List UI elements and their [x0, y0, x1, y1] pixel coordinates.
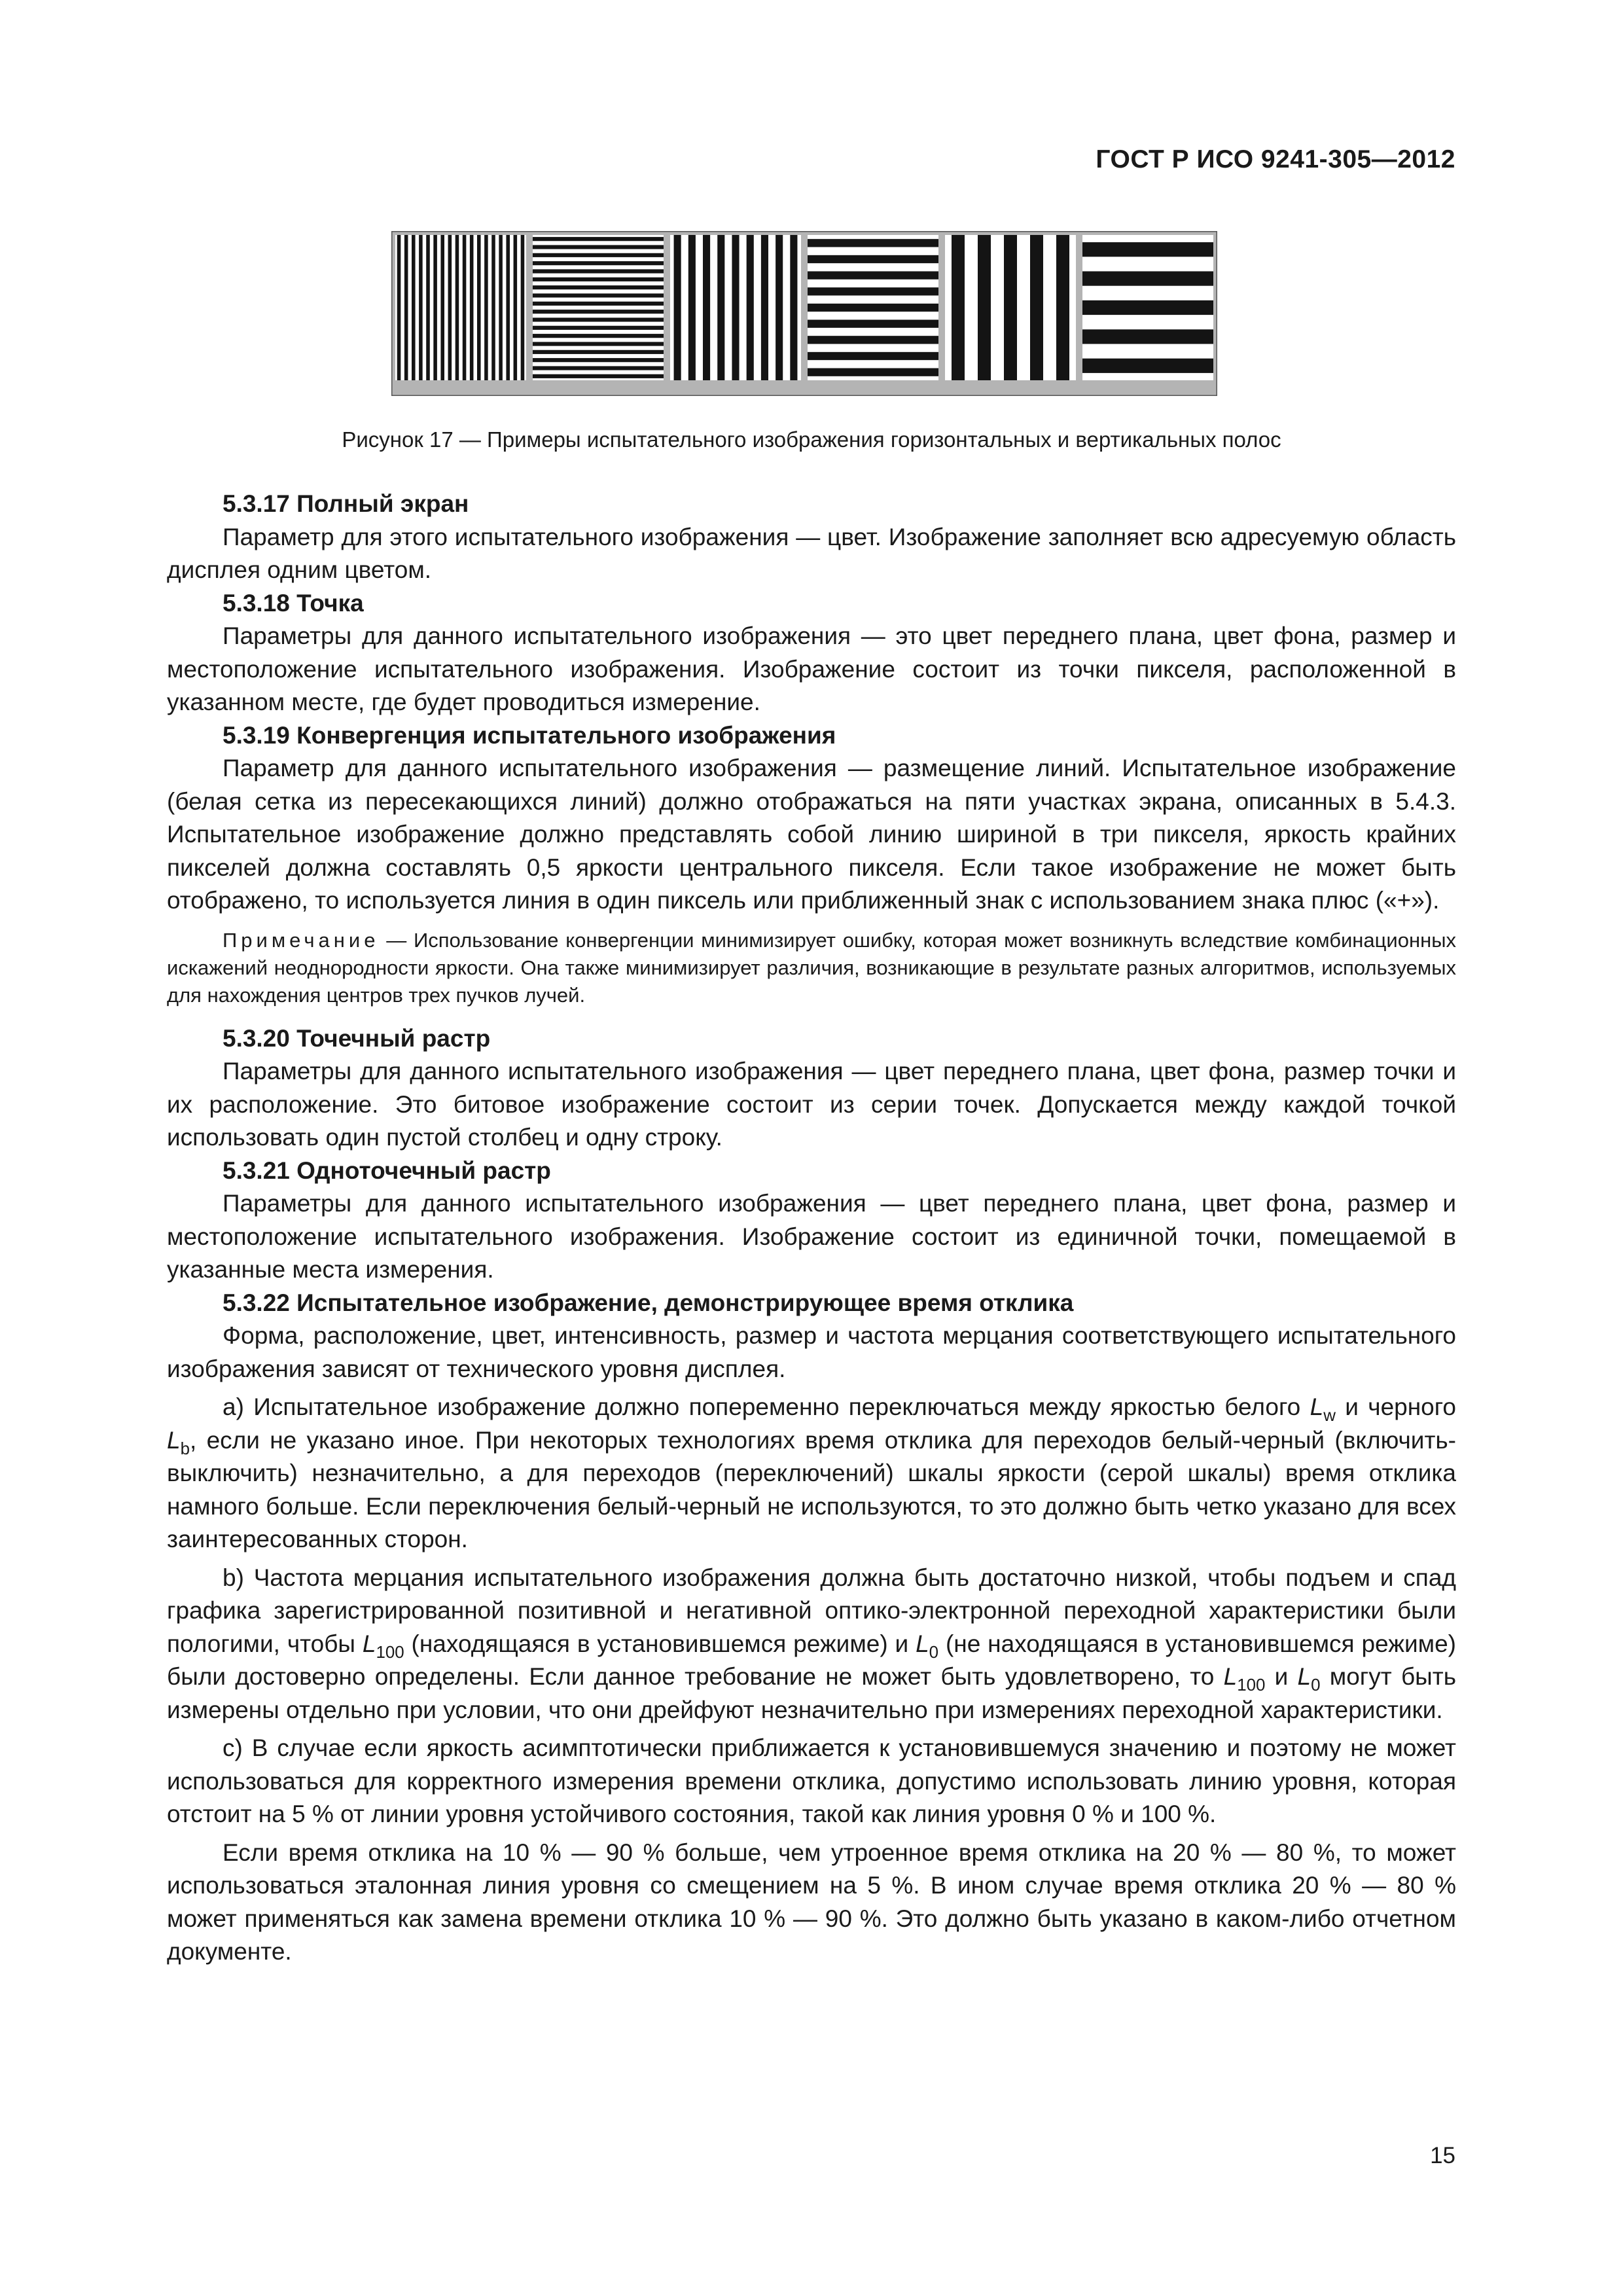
stripe-patterns-image — [391, 231, 1217, 396]
stripe — [448, 235, 452, 380]
stripe — [1056, 235, 1069, 380]
stripe — [688, 235, 696, 380]
stripe — [533, 366, 664, 370]
stripe — [533, 334, 664, 338]
stripe-panel-horizontal — [1082, 235, 1213, 380]
paragraph-5-3-20: Параметры для данного испытательного изображения — цвет переднего плана, цвет фона, размер точки и их расположение. Это битовое изображение состоит из серии точек. Допускается между каждой точкой использовать один пустой столбец и одну строку. — [167, 1058, 1456, 1151]
stripe — [1030, 235, 1043, 380]
stripe — [499, 235, 503, 380]
heading-5-3-20: 5.3.20 Точечный растр — [223, 1024, 491, 1052]
stripe — [484, 235, 488, 380]
stripe-panel-horizontal — [533, 235, 664, 380]
stripe — [533, 374, 664, 378]
paragraph-5-3-21: Параметры для данного испытательного изображения — цвет переднего плана, цвет фона, размер и местоположение испытательного изображения. Изображение состоит из единичной точки, помещаемой в указанные места измерения. — [167, 1190, 1456, 1283]
stripe — [533, 358, 664, 362]
stripe — [533, 342, 664, 346]
stripe — [776, 235, 783, 380]
stripe — [533, 253, 664, 257]
paragraph-5-3-22-d: Если время отклика на 10 % — 90 % больше, чем утроенное время отклика на 20 % — 80 %, то может использоваться эталонная линия уровня со смещением на 5 %. В ином случае время отклика 20 % — 80 % может применяться как замена времени отклика 10 % — 90 %. Это должно быть указано в каком-либо отчетном документе. — [167, 1839, 1456, 1965]
stripe — [808, 287, 938, 295]
stripe — [808, 320, 938, 328]
document-body — [167, 488, 1456, 1969]
stripe — [1082, 329, 1213, 344]
stripe — [703, 235, 710, 380]
document-header: ГОСТ Р ИСО 9241-305—2012 — [1096, 145, 1455, 173]
stripe — [808, 272, 938, 279]
stripe — [533, 245, 664, 249]
stripe — [514, 235, 518, 380]
stripe — [1082, 242, 1213, 257]
stripe — [808, 336, 938, 344]
stripe — [1004, 235, 1017, 380]
paragraph-5-3-22-a: a) Испытательное изображение должно попеременно переключаться между яркостью белого $L_w$ и черного $L_b$, если не указано иное. При некоторых технологиях время отклика для переходов белый-черный (включить-выключить) незначительно, а для переходов (переключений) шкалы яркости (серой шкалы) время отклика намного больше. Если переключения белый-черный не используются, то это должно быть четко указано для всех заинтересованных сторон. — [167, 1393, 1456, 1552]
stripe — [419, 235, 423, 380]
stripe — [808, 239, 938, 247]
stripe — [533, 326, 664, 330]
stripe-panel-vertical — [670, 235, 801, 380]
stripe — [747, 235, 754, 380]
stripe — [533, 237, 664, 241]
stripe — [455, 235, 459, 380]
stripe — [717, 235, 724, 380]
stripe — [433, 235, 437, 380]
stripe — [952, 235, 965, 380]
stripe — [470, 235, 474, 380]
paragraph-5-3-19: Параметр для данного испытательного изображения — размещение линий. Испытательное изображение (белая сетка из пересекающихся линий) должно отображаться на пяти участках экрана, описанных в 5.4.3. Испытательное изображение должно представлять собой линию шириной в три пикселя, яркость крайних пикселей должна составлять 0,5 яркости центрального пикселя. Если такое изображение не может быть отображено, то используется линия в один пиксель или приближенный знак с использованием знака плюс («+»). — [167, 755, 1456, 914]
stripe — [533, 302, 664, 306]
stripe — [808, 255, 938, 263]
paragraph-5-3-17: Параметр для этого испытательного изображения — цвет. Изображение заполняет всю адресуемую область дисплея одним цветом. — [167, 523, 1456, 583]
stripe — [1082, 300, 1213, 315]
stripe — [533, 269, 664, 273]
stripe — [533, 350, 664, 354]
figure-caption: Рисунок 17 — Примеры испытательного изображения горизонтальных и вертикальных полос — [342, 427, 1281, 452]
stripe — [533, 317, 664, 321]
stripe — [533, 278, 664, 281]
stripe — [761, 235, 768, 380]
stripe — [463, 235, 467, 380]
stripe — [491, 235, 495, 380]
figure-17-stripe-patterns — [391, 231, 1217, 396]
stripe — [440, 235, 444, 380]
heading-5-3-18: 5.3.18 Точка — [223, 589, 364, 617]
stripe — [1082, 272, 1213, 286]
stripe — [533, 310, 664, 314]
stripe — [674, 235, 681, 380]
paragraph-5-3-22-b: b) Частота мерцания испытательного изображения должна быть достаточно низкой, чтобы подъем и спад графика зарегистрированной позитивной и негативной оптико-электронной переходной характеристики были пологими, чтобы $L_{100}$ (находящаяся в установившемся режиме) и $L_0$ (не находящаяся в установившемся режиме) были достоверно определены. Если данное требование не может быть удовлетворено, то $L_{100}$ и $L_0$ могут быть измерены отдельно при условии, что они дрейфуют незначительно при измерениях переходной характеристики. — [167, 1564, 1456, 1723]
paragraph-5-3-22-c: c) В случае если яркость асимптотически приближается к установившемуся значению и поэтому не может использоваться для корректного измерения времени отклика, допустимо использовать линию уровня, которая отстоит на 5 % от линии уровня устойчивого состояния, такой как линия уровня 0 % и 100 %. — [167, 1734, 1456, 1827]
stripe — [808, 352, 938, 360]
stripe — [808, 304, 938, 312]
heading-5-3-17: 5.3.17 Полный экран — [223, 490, 469, 517]
stripe — [533, 261, 664, 265]
stripe — [808, 368, 938, 376]
stripe-panel-vertical — [945, 235, 1076, 380]
stripe — [412, 235, 416, 380]
page-number: 15 — [1430, 2143, 1455, 2168]
stripe-panel-horizontal — [808, 235, 938, 380]
note-label: Примечание — [223, 928, 380, 952]
stripe — [790, 235, 797, 380]
heading-5-3-22: 5.3.22 Испытательное изображение, демонстрирующее время отклика — [223, 1289, 1074, 1316]
stripe — [521, 235, 525, 380]
stripe — [533, 293, 664, 297]
stripe — [732, 235, 739, 380]
note-5-3-19 — [167, 927, 1456, 1009]
stripe — [426, 235, 430, 380]
heading-5-3-21: 5.3.21 Одноточечный растр — [223, 1157, 551, 1184]
heading-5-3-19: 5.3.19 Конвергенция испытательного изображения — [223, 721, 836, 749]
stripe — [477, 235, 481, 380]
paragraph-5-3-22-intro: Форма, расположение, цвет, интенсивность, размер и частота мерцания соответствующего испытательного изображения зависят от технического уровня дисплея. — [167, 1322, 1456, 1382]
stripe — [506, 235, 510, 380]
stripe — [1082, 359, 1213, 373]
stripe — [533, 285, 664, 289]
stripe — [397, 235, 401, 380]
stripe — [404, 235, 408, 380]
note-text: — Использование конвергенции минимизирует ошибку, которая может возникнуть вследствие комбинационных искажений неоднородности яркости. Она также минимизирует различия, возникающие в результате разных алгоритмов, используемых для нахождения центров трех пучков лучей. — [167, 928, 1456, 1007]
stripe — [978, 235, 991, 380]
stripe-panel-vertical — [395, 235, 526, 380]
paragraph-5-3-18: Параметры для данного испытательного изображения — это цвет переднего плана, цвет фона, размер и местоположение испытательного изображения. Изображение состоит из точки пикселя, расположенной в указанном месте, где будет проводиться измерение. — [167, 622, 1456, 715]
